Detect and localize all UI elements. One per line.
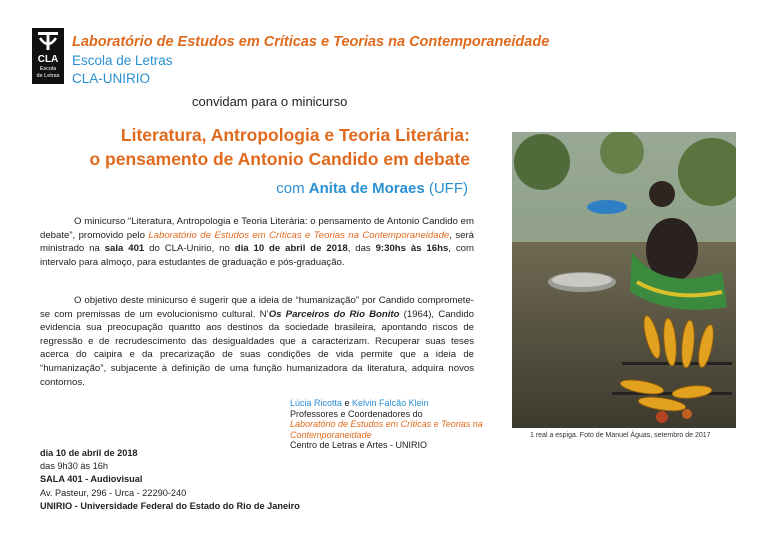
signer-1: Lúcia Ricotta xyxy=(290,398,343,408)
para1-text-e: , com intervalo para almoço, para estudantes de graduação e pós-graduação. xyxy=(40,243,474,268)
logo-cla-text: CLA xyxy=(37,54,59,65)
paragraph-intro xyxy=(40,215,474,269)
signers-names xyxy=(290,398,490,409)
para1-time: 9:30hs às 16hs xyxy=(375,243,449,255)
speaker-line xyxy=(40,180,468,197)
photo-caption: 1 real a espiga. Foto de Manuel Águas, setembro de 2017 xyxy=(530,432,711,439)
event-info xyxy=(40,447,300,513)
lab-title: Laboratório de Estudos em Críticas e Teorias na Contemporaneidade xyxy=(72,34,550,50)
paragraph-objective xyxy=(40,294,474,389)
signers-and: e xyxy=(342,398,353,408)
para1-room: sala 401 xyxy=(104,243,145,255)
signers-center: Centro de Letras e Artes - UNIRIO xyxy=(290,440,428,450)
event-address: Av. Pasteur, 296 - Urca - 22290-240 xyxy=(40,487,187,498)
para2-book-title: Os Parceiros do Rio Bonito xyxy=(268,308,400,320)
signers-block xyxy=(290,398,490,451)
center-name: CLA-UNIRIO xyxy=(72,71,151,86)
logo-letras-text: de Letras xyxy=(36,73,60,79)
signers-role: Professores e Coordenadores do xyxy=(290,408,423,419)
event-date: dia 10 de abril de 2018 xyxy=(40,448,138,458)
speaker-name: Anita de Moraes xyxy=(308,180,425,197)
corn-vendor-photo xyxy=(512,132,736,428)
para1-text-d: , das xyxy=(347,243,376,255)
para1-lab-name: Laboratório de Estudos em Críticas e Teorias na Contemporaneidade xyxy=(148,229,450,241)
photo-illustration xyxy=(512,132,736,428)
para2-text-b: (1964), Candido evidencia sua preocupação quantto aos destinos da sociedade brasileira, apontando riscos de regressão e de recrudescimento das desigualdades que a caracterizam. Recuperar suas teses acerca do caipira e da precarização de suas condições de vida permite que a ideia de “humanização”, subjacente à definição de uma função humanizadora da literatura, adquira novos contornos. xyxy=(40,308,474,388)
event-time: das 9h30 às 16h xyxy=(40,461,108,472)
school-name: Escola de Letras xyxy=(72,53,173,68)
signer-2: Kelvin Falcão Klein xyxy=(352,398,429,408)
para1-text-b: , será ministrado na xyxy=(40,229,474,255)
unirio-logo xyxy=(32,28,64,84)
para2-text-a: O objetivo deste minicurso é sugerir que a ideia de “humanização” por Candido compromete-se com premissas de um evolucionismo cultural. N’ xyxy=(40,295,474,320)
para1-date: dia 10 de abril de 2018 xyxy=(234,243,348,255)
speaker-prefix: com xyxy=(276,180,309,197)
invite-line: convidam para o minicurso xyxy=(192,94,348,109)
unirio-emblem-icon xyxy=(32,28,64,56)
signers-lab: Laboratório de Estudos em Críticas e Teorias na Contemporaneidade xyxy=(290,419,483,440)
course-title-line1: Literatura, Antropologia e Teoria Literária: xyxy=(120,125,470,145)
course-title xyxy=(40,123,470,171)
para1-text-a: O minicurso “Literatura, Antropologia e Teoria Literária: o pensamento de Antonio Candido em debate”, promovido pelo xyxy=(40,216,474,241)
event-room: SALA 401 - Audiovisual xyxy=(40,474,143,485)
event-university: UNIRIO - Universidade Federal do Estado do Rio de Janeiro xyxy=(40,500,300,511)
para1-text-c: do CLA-Unirio, no xyxy=(144,243,235,255)
speaker-institution: (UFF) xyxy=(424,180,468,197)
logo-escola-text: Escola xyxy=(39,66,57,72)
course-title-line2: o pensamento de Antonio Candido em debate xyxy=(89,149,470,169)
